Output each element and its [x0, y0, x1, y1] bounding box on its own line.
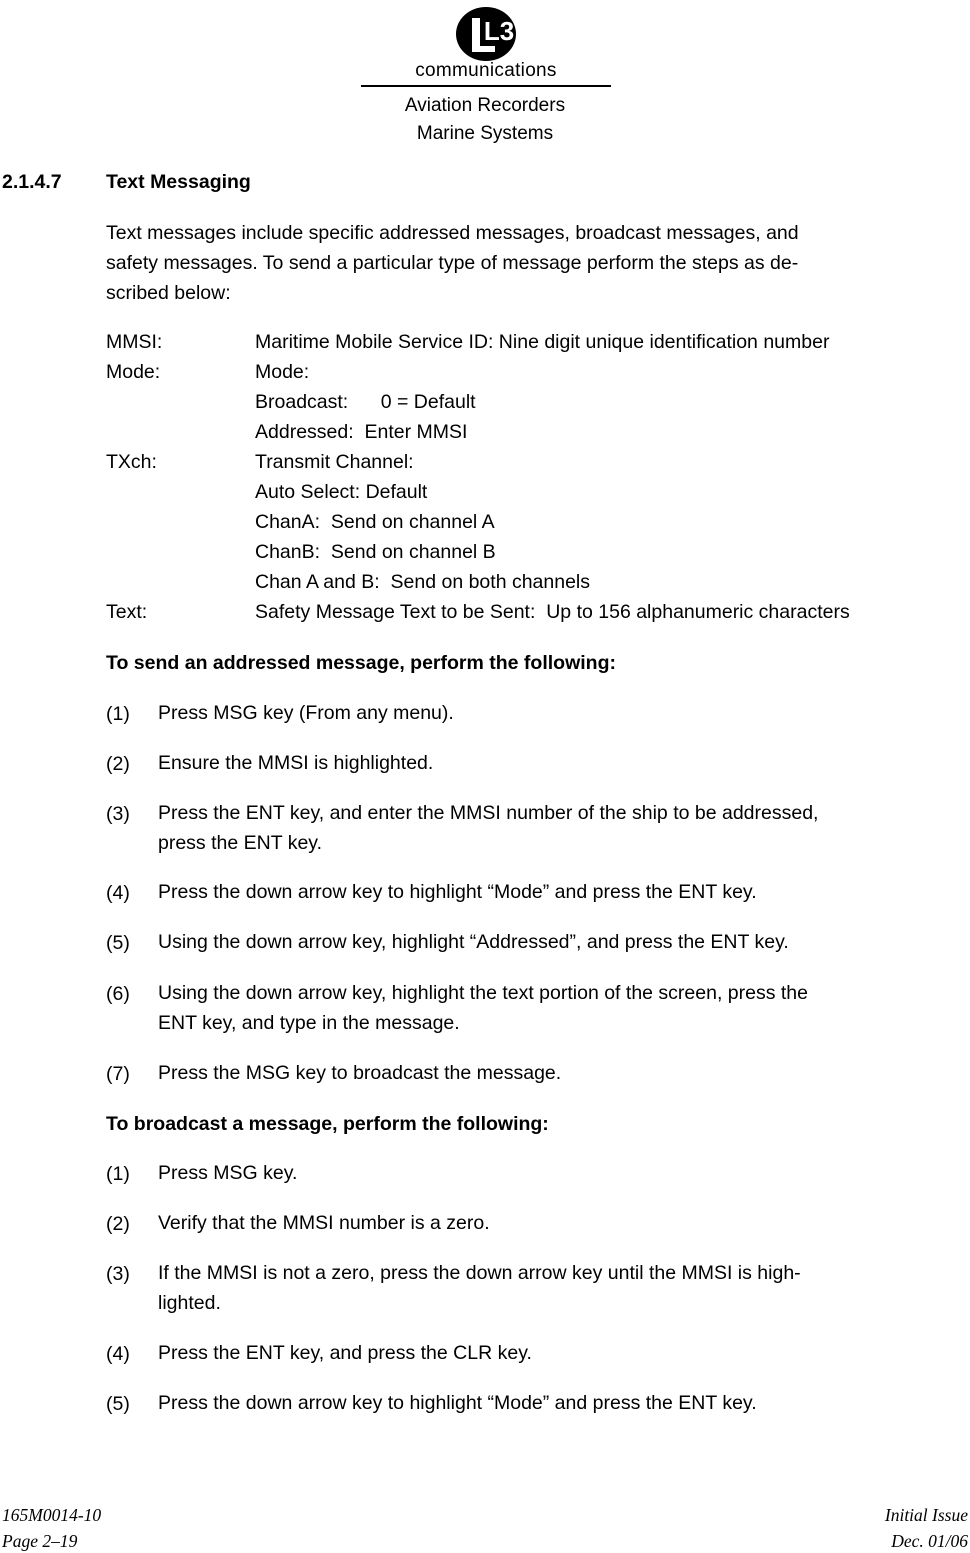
- logo-mark-text: L3: [483, 16, 515, 46]
- footer-doc-number: 165M0014-10: [2, 1505, 102, 1525]
- step-text: [158, 748, 958, 778]
- step-number: (3): [106, 803, 130, 825]
- intro-line: scribed below:: [106, 282, 231, 304]
- definition-value: ChanA: Send on channel A: [255, 511, 495, 533]
- header-line-2: Marine Systems: [416, 123, 554, 144]
- step-line: Ensure the MMSI is highlighted.: [158, 752, 434, 774]
- definition-value: ChanB: Send on channel B: [255, 541, 496, 563]
- definition-value: Chan A and B: Send on both channels: [255, 571, 591, 593]
- step-text: [158, 698, 958, 728]
- definition-term: TXch:: [106, 451, 157, 473]
- step-number: (7): [106, 1063, 130, 1085]
- step-line: Press the MSG key to broadcast the message.: [158, 1062, 562, 1084]
- step-number: (2): [106, 1213, 130, 1235]
- step-number: (1): [106, 1163, 130, 1185]
- step-text: [158, 1058, 958, 1088]
- step-line: Press the ENT key, and enter the MMSI number of the ship to be addressed,: [158, 802, 819, 824]
- definition-value: Transmit Channel:: [255, 451, 414, 473]
- step-number: (2): [106, 753, 130, 775]
- definition-term: Mode:: [106, 361, 161, 383]
- intro-paragraph: [106, 218, 968, 308]
- step-text: [158, 1388, 958, 1418]
- section-number: 2.1.4.7: [2, 171, 62, 193]
- footer-page-number: Page 2–19: [2, 1531, 78, 1551]
- step-text: [158, 927, 958, 957]
- step-line: lighted.: [158, 1292, 221, 1314]
- step-text: [158, 1258, 958, 1318]
- step-line: Verify that the MMSI number is a zero.: [158, 1212, 490, 1234]
- definition-term: MMSI:: [106, 331, 163, 353]
- definition-value: Auto Select: Default: [255, 481, 428, 503]
- definition-value: Addressed: Enter MMSI: [255, 421, 468, 443]
- definition-value: Maritime Mobile Service ID: Nine digit unique identification number: [255, 331, 830, 353]
- definition-term: Text:: [106, 601, 148, 623]
- step-line: press the ENT key.: [158, 832, 323, 854]
- step-line: Using the down arrow key, highlight “Addressed”, and press the ENT key.: [158, 931, 789, 953]
- logo-wordmark: communications: [415, 60, 557, 81]
- step-text: [158, 877, 958, 907]
- step-text: [158, 978, 958, 1038]
- step-text: [158, 798, 958, 858]
- section-title: Text Messaging: [106, 171, 251, 193]
- definition-value: Safety Message Text to be Sent: Up to 156 alphanumeric characters: [255, 601, 850, 623]
- step-line: Press the down arrow key to highlight “Mode” and press the ENT key.: [158, 1392, 757, 1414]
- addressed-procedure-heading: To send an addressed message, perform the following:: [106, 652, 616, 674]
- step-line: Press MSG key (From any menu).: [158, 702, 454, 724]
- broadcast-procedure-heading: To broadcast a message, perform the following:: [106, 1113, 549, 1135]
- intro-line: safety messages. To send a particular type of message perform the steps as de-: [106, 252, 799, 274]
- step-line: Press MSG key.: [158, 1162, 298, 1184]
- step-text: [158, 1158, 958, 1188]
- step-text: [158, 1208, 958, 1238]
- step-number: (4): [106, 1343, 130, 1365]
- step-number: (6): [106, 983, 130, 1005]
- footer-date: Dec. 01/06: [891, 1531, 968, 1551]
- logo-divider: [361, 85, 611, 87]
- definition-value: Mode:: [255, 361, 310, 383]
- step-line: Press the ENT key, and press the CLR key.: [158, 1342, 532, 1364]
- footer-issue: Initial Issue: [884, 1505, 968, 1525]
- step-number: (5): [106, 1393, 130, 1415]
- step-line: Press the down arrow key to highlight “Mode” and press the ENT key.: [158, 881, 757, 903]
- definition-value: Broadcast: 0 = Default: [255, 391, 476, 413]
- step-line: ENT key, and type in the message.: [158, 1012, 460, 1034]
- header-line-1: Aviation Recorders: [404, 95, 566, 116]
- step-number: (3): [106, 1263, 130, 1285]
- step-line: Using the down arrow key, highlight the text portion of the screen, press the: [158, 982, 808, 1004]
- step-text: [158, 1338, 958, 1368]
- intro-line: Text messages include specific addressed messages, broadcast messages, and: [106, 222, 799, 244]
- step-line: If the MMSI is not a zero, press the down arrow key until the MMSI is high-: [158, 1262, 801, 1284]
- step-number: (1): [106, 703, 130, 725]
- step-number: (4): [106, 882, 130, 904]
- l3-logo-icon: [455, 6, 517, 62]
- step-number: (5): [106, 932, 130, 954]
